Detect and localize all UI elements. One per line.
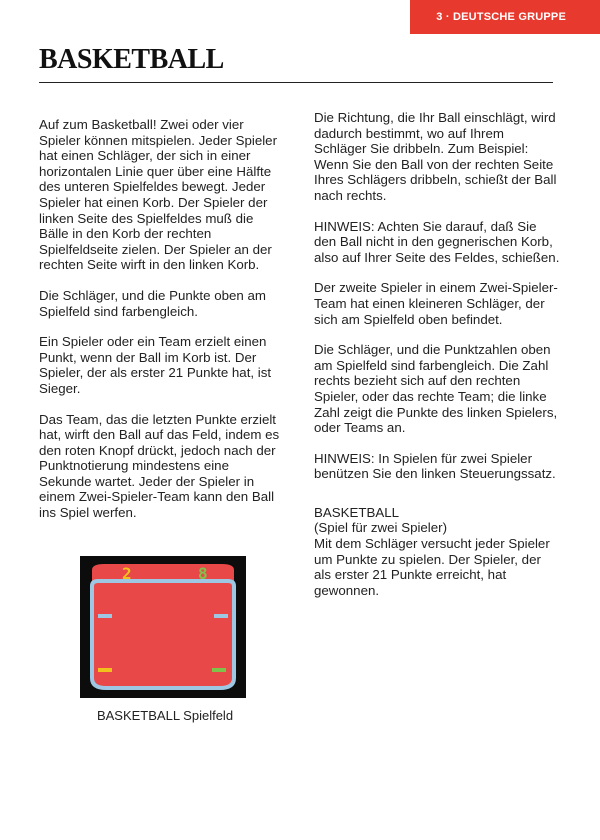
- section-label: 3 · DEUTSCHE GRUPPE: [436, 11, 566, 23]
- left-column: [39, 117, 285, 536]
- hint-label: HINWEIS:: [314, 450, 375, 466]
- right-column: [314, 110, 560, 613]
- score-right: 8: [198, 564, 208, 583]
- paragraph-scoring: Ein Spieler oder ein Team erzielt einen Punkt, wenn der Ball im Korb ist. Der Spieler, der als erster 21 Punkte hat, ist Sieger.: [39, 334, 272, 396]
- score-left: 2: [122, 564, 132, 583]
- paragraph-serve: Das Team, das die letzten Punkte erzielt hat, wirft den Ball auf das Feld, indem es den roten Knopf drückt, jedoch nach der Punktnotierung mindestens eine Sekunde wartet. Jeder der Spieler in einem Zwei-Spieler-Team kann den Ball ins Spiel werfen.: [39, 411, 280, 521]
- game-text: Mit dem Schläger versucht jeder Spieler um Punkte zu spielen. Der Spieler, der als erster 21 Punkte erreicht, hat gewonnen.: [314, 536, 550, 598]
- screenshot-caption: BASKETBALL Spielfeld: [96, 708, 234, 723]
- section-header-bar: [410, 0, 600, 34]
- hint-controls: [314, 451, 560, 482]
- game-subtitle: (Spiel für zwei Spieler): [314, 520, 448, 536]
- paragraph-colors: Die Schläger, und die Punkte oben am Spielfeld sind farbengleich.: [39, 287, 266, 319]
- page-title: BASKETBALL: [39, 44, 224, 75]
- game-description: [314, 505, 560, 599]
- playfield-graphic: [80, 556, 246, 698]
- paragraph-intro: Auf zum Basketball! Zwei oder vier Spieler können mitspielen. Jeder Spieler hat einen Schläger, der sich in einer horizontalen Linie quer über eine Hälfte des unteren Spielfeldes bewegt. Jeder Spieler hat einen Korb. Der Spieler der linken Seite des Spielfeldes muß die Bälle in den Korb der rechten Spielfeldseite zielen. Der Spieler an der rechten Seite wirft in den linken Korb.: [39, 117, 278, 273]
- left-paddle: [98, 668, 112, 672]
- game-title: BASKETBALL: [314, 504, 399, 520]
- hint-text: Achten Sie darauf, daß Sie den Ball nicht in den gegnerischen Korb, also auf Ihrer Seite des Feldes, schießen.: [314, 218, 560, 265]
- left-basket: [98, 614, 112, 618]
- hint-label: HINWEIS:: [314, 218, 375, 234]
- paragraph-score-colors: Die Schläger, und die Punktzahlen oben am Spielfeld sind farbengleich. Die Zahl rechts bezieht sich auf den rechten Spieler, oder das rechte Team; die linke Zahl zeigt die Punkte des linken Spielers, oder Teams an.: [314, 342, 558, 436]
- paragraph-direction: Die Richtung, die Ihr Ball einschlägt, wird dadurch bestimmt, wo auf Ihrem Schläger Sie dribbeln. Zum Beispiel: Wenn Sie den Ball von der rechten Seite Ihres Schlägers dribbeln, schießt der Ball nach rechts.: [314, 110, 557, 203]
- right-basket: [214, 614, 228, 618]
- game-screenshot: [80, 556, 246, 698]
- hint-text: In Spielen für zwei Spieler benützen Sie den linken Steuerungssatz.: [314, 450, 556, 482]
- right-paddle: [212, 668, 226, 672]
- title-divider: [39, 82, 553, 83]
- hint-basket: [314, 219, 560, 266]
- paragraph-second-player: Der zweite Spieler in einem Zwei-Spieler-Team hat einen kleineren Schläger, der sich am Spielfeld oben befindet.: [314, 280, 558, 327]
